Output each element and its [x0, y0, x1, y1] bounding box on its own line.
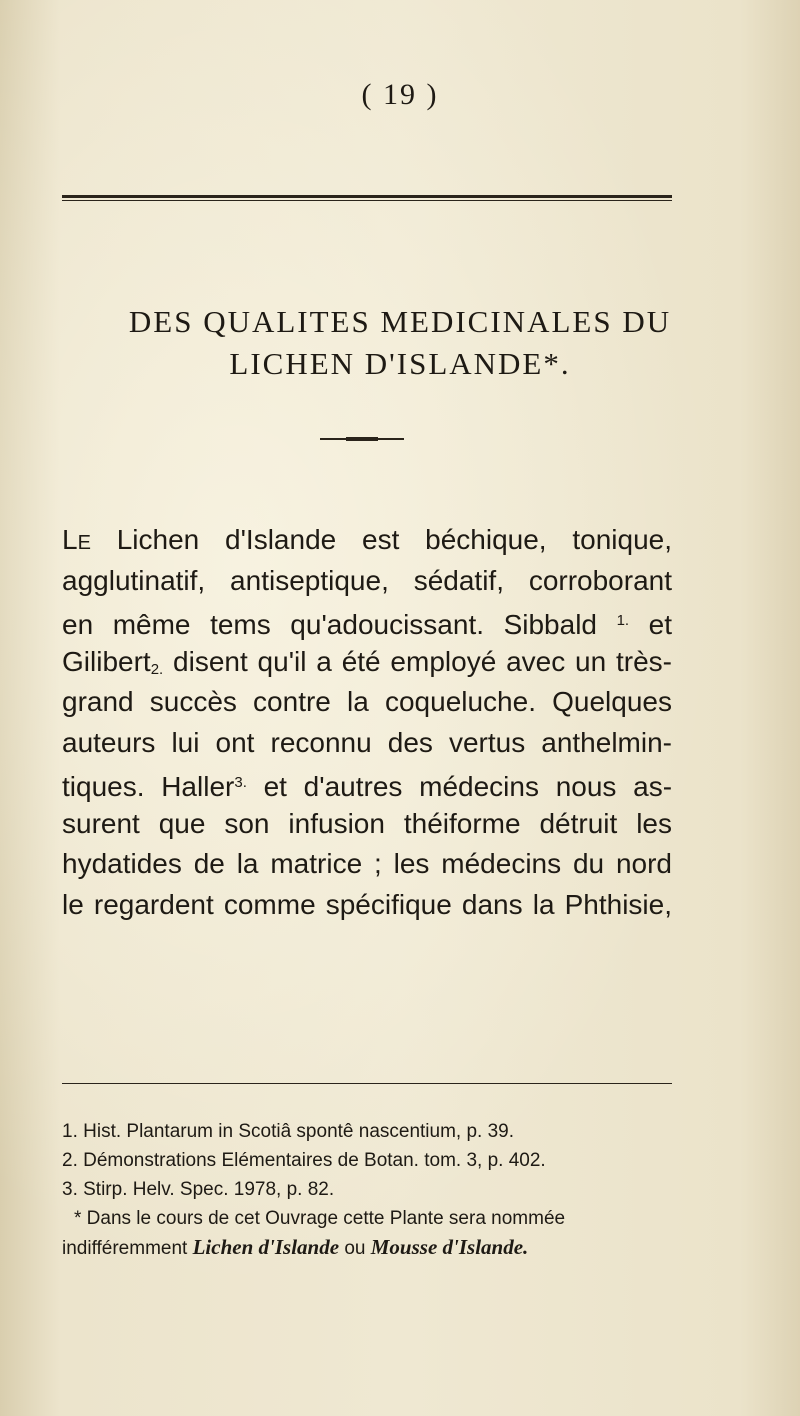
footnote-ref-1: 1. [616, 612, 630, 629]
footnote-3: 3. Stirp. Helv. Spec. 1978, p. 82. [62, 1179, 335, 1200]
body-line: surent que son infusion théiforme détruit les [62, 807, 672, 839]
body-line: le regardent comme spécifique dans la Phthisie, [62, 888, 672, 920]
body-line [62, 601, 672, 642]
body-line: agglutinatif, antiseptique, sédatif, corroborant [62, 564, 672, 596]
body-line [62, 763, 672, 804]
footnote-text-segment: indifféremment [62, 1238, 188, 1259]
page-number: ( 19 ) [361, 78, 439, 111]
top-rule-thin [62, 200, 672, 201]
opening-word: Le [62, 524, 91, 555]
footnote-rule [62, 1083, 672, 1084]
footnote-ref-3: 3. [234, 774, 247, 791]
italic-term: Mousse d'Islande. [370, 1235, 529, 1259]
body-text-segment: et [648, 609, 673, 640]
footnote-1: 1. Hist. Plantarum in Scotiâ spontê nascentium, p. 39. [62, 1121, 515, 1142]
italic-term: Lichen d'Islande [192, 1235, 340, 1259]
body-text-segment: Lichen d'Islande est béchique, tonique, [116, 524, 673, 555]
body-text-segment: Gilibert [62, 645, 151, 677]
footnote-text-segment: ou [344, 1238, 366, 1259]
body-line [62, 642, 672, 683]
body-line: hydatides de la matrice ; les médecins du nord [62, 848, 672, 879]
footnote-asterisk-continued [62, 1233, 702, 1263]
body-text-segment: en même tems qu'adoucissant. Sibbald [62, 609, 597, 640]
footnotes [62, 1117, 702, 1263]
chapter-title-line-2: LICHEN D'ISLANDE*. [229, 346, 571, 381]
body-text-segment: tiques. Haller [62, 771, 235, 802]
body-paragraph [62, 520, 672, 925]
top-rule [62, 195, 672, 198]
footnote-ref-2: 2. [150, 660, 164, 678]
ornamental-divider [320, 438, 404, 440]
footnote-asterisk: * Dans le cours de cet Ouvrage cette Plante sera nommée [74, 1208, 566, 1229]
chapter-title-line-1: DES QUALITES MEDICINALES DU [128, 304, 672, 339]
body-line: grand succès contre la coqueluche. Quelques [62, 686, 672, 717]
footnote-2: 2. Démonstrations Elémentaires de Botan. tom. 3, p. 402. [62, 1150, 546, 1171]
body-line: auteurs lui ont reconnu des vertus anthelmin- [62, 726, 672, 758]
body-text-segment: disent qu'il a été employé avec un très- [173, 645, 672, 677]
body-text-segment: et d'autres médecins nous as- [263, 771, 673, 802]
body-line [62, 520, 672, 561]
